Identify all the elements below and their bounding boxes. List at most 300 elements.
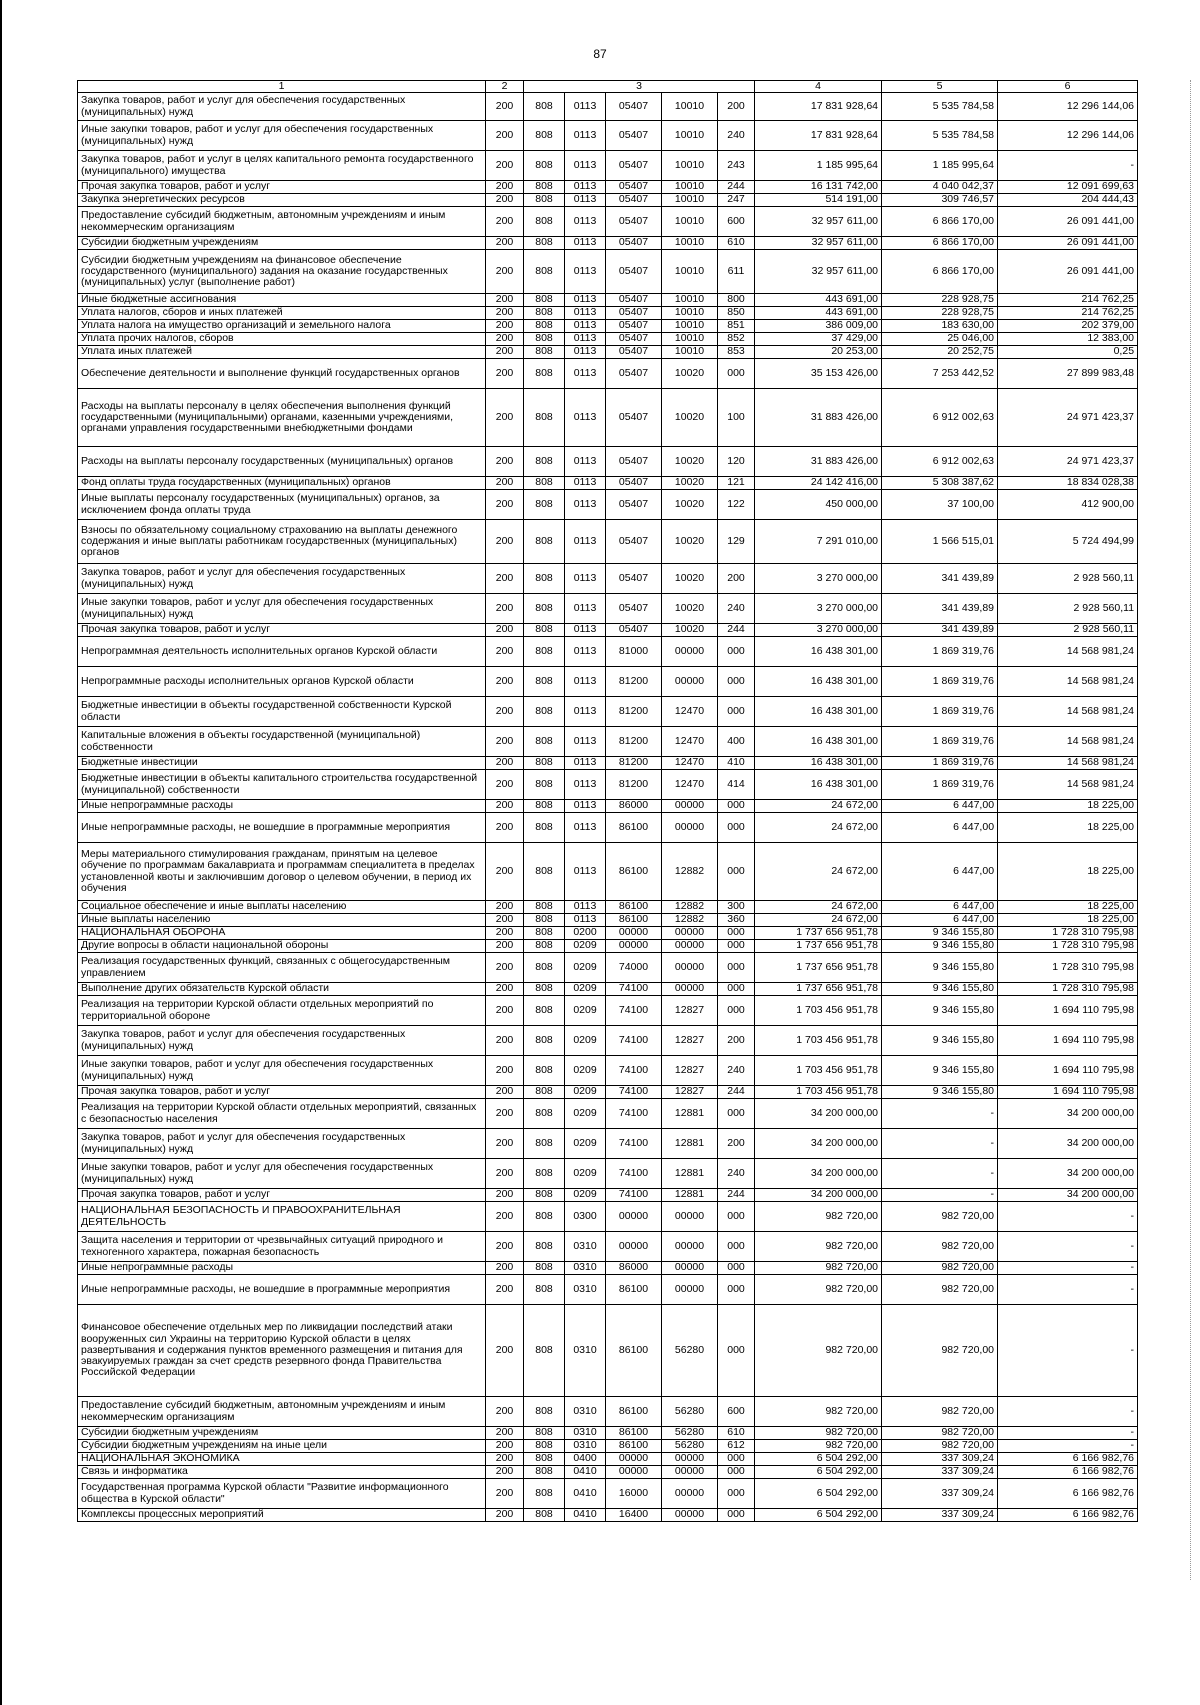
table-row <box>78 1026 1138 1056</box>
row-code-cell: 86100 <box>606 1305 662 1397</box>
row-code-cell: 74000 <box>606 953 662 983</box>
row-amount-cell: 9 346 155,80 <box>882 927 998 940</box>
row-code-cell: 200 <box>486 996 524 1026</box>
row-name-cell: Обеспечение деятельности и выполнение функций государственных органов <box>78 359 486 389</box>
row-name-cell: Уплата налога на имущество организаций и земельного налога <box>78 320 486 333</box>
row-amount-cell: 14 568 981,24 <box>998 667 1138 697</box>
row-name-cell: Субсидии бюджетным учреждениям на финансовое обеспечение государственного (муниципального) задания на оказание государственных (муниципальных) услуг (выполнение работ) <box>78 250 486 294</box>
row-code-cell: 12881 <box>662 1189 718 1202</box>
row-code-cell: 611 <box>718 250 755 294</box>
row-code-cell: 0209 <box>565 1159 606 1189</box>
row-code-cell: 200 <box>486 1440 524 1453</box>
row-amount-cell: 341 439,89 <box>882 624 998 637</box>
row-amount-cell: 982 720,00 <box>882 1262 998 1275</box>
table-row <box>78 359 1138 389</box>
table-row <box>78 333 1138 346</box>
row-code-cell: 56280 <box>662 1427 718 1440</box>
table-row <box>78 1202 1138 1232</box>
row-amount-cell: 337 309,24 <box>882 1509 998 1522</box>
row-name-cell: Расходы на выплаты персоналу государственных (муниципальных) органов <box>78 447 486 477</box>
row-code-cell: 81200 <box>606 697 662 727</box>
row-amount-cell: 34 200 000,00 <box>755 1099 882 1129</box>
table-row <box>78 757 1138 770</box>
row-code-cell: 808 <box>524 237 565 250</box>
row-code-cell: 74100 <box>606 1099 662 1129</box>
row-amount-cell: 34 200 000,00 <box>998 1189 1138 1202</box>
row-name-cell: Комплексы процессных мероприятий <box>78 1509 486 1522</box>
row-code-cell: 0113 <box>565 151 606 181</box>
row-code-cell: 05407 <box>606 477 662 490</box>
row-amount-cell: - <box>998 1397 1138 1427</box>
row-code-cell: 05407 <box>606 151 662 181</box>
row-code-cell: 808 <box>524 346 565 359</box>
row-amount-cell: - <box>882 1129 998 1159</box>
row-code-cell: 200 <box>486 1397 524 1427</box>
row-code-cell: 808 <box>524 294 565 307</box>
row-amount-cell: 6 866 170,00 <box>882 250 998 294</box>
row-amount-cell: 5 724 494,99 <box>998 520 1138 564</box>
row-amount-cell: 1 185 995,64 <box>755 151 882 181</box>
row-code-cell: 05407 <box>606 307 662 320</box>
row-code-cell: 05407 <box>606 359 662 389</box>
row-code-cell: 81000 <box>606 637 662 667</box>
row-amount-cell: 341 439,89 <box>882 594 998 624</box>
row-code-cell: 808 <box>524 121 565 151</box>
row-code-cell: 16000 <box>606 1479 662 1509</box>
row-code-cell: 56280 <box>662 1397 718 1427</box>
row-code-cell: 808 <box>524 727 565 757</box>
row-name-cell: Связь и информатика <box>78 1466 486 1479</box>
row-amount-cell: 1 737 656 951,78 <box>755 953 882 983</box>
row-code-cell: 00000 <box>606 1232 662 1262</box>
row-code-cell: 122 <box>718 490 755 520</box>
row-amount-cell: 9 346 155,80 <box>882 1086 998 1099</box>
row-code-cell: 240 <box>718 121 755 151</box>
row-code-cell: 808 <box>524 333 565 346</box>
row-code-cell: 808 <box>524 1427 565 1440</box>
row-code-cell: 00000 <box>662 637 718 667</box>
row-code-cell: 0113 <box>565 307 606 320</box>
row-code-cell: 00000 <box>606 1202 662 1232</box>
row-code-cell: 200 <box>486 359 524 389</box>
row-code-cell: 05407 <box>606 594 662 624</box>
row-amount-cell: 35 153 426,00 <box>755 359 882 389</box>
table-row <box>78 181 1138 194</box>
row-amount-cell: 6 447,00 <box>882 813 998 843</box>
row-code-cell: 10020 <box>662 447 718 477</box>
row-amount-cell: 341 439,89 <box>882 564 998 594</box>
row-name-cell: Фонд оплаты труда государственных (муниципальных) органов <box>78 477 486 490</box>
row-amount-cell: 24 971 423,37 <box>998 389 1138 447</box>
row-code-cell: 808 <box>524 1453 565 1466</box>
table-row <box>78 843 1138 901</box>
row-code-cell: 200 <box>486 121 524 151</box>
row-code-cell: 0113 <box>565 477 606 490</box>
row-name-cell: Взносы по обязательному социальному страхованию на выплаты денежного содержания и иные выплаты работникам государственных (муниципальных) органов <box>78 520 486 564</box>
header-col-4: 4 <box>755 81 882 93</box>
row-code-cell: 05407 <box>606 389 662 447</box>
table-row <box>78 250 1138 294</box>
row-amount-cell: - <box>998 1262 1138 1275</box>
row-code-cell: 0113 <box>565 813 606 843</box>
row-code-cell: 808 <box>524 953 565 983</box>
row-code-cell: 000 <box>718 1262 755 1275</box>
row-amount-cell: 1 728 310 795,98 <box>998 953 1138 983</box>
row-code-cell: 05407 <box>606 294 662 307</box>
row-amount-cell: 9 346 155,80 <box>882 953 998 983</box>
row-amount-cell: 37 429,00 <box>755 333 882 346</box>
row-code-cell: 244 <box>718 624 755 637</box>
row-code-cell: 240 <box>718 594 755 624</box>
row-code-cell: 200 <box>486 250 524 294</box>
row-code-cell: 200 <box>486 207 524 237</box>
row-code-cell: 12881 <box>662 1129 718 1159</box>
row-code-cell: 00000 <box>662 1509 718 1522</box>
row-code-cell: 0113 <box>565 250 606 294</box>
row-amount-cell: 6 447,00 <box>882 901 998 914</box>
row-code-cell: 86000 <box>606 1262 662 1275</box>
row-code-cell: 200 <box>486 953 524 983</box>
row-code-cell: 0310 <box>565 1232 606 1262</box>
row-code-cell: 12470 <box>662 770 718 800</box>
row-code-cell: 808 <box>524 307 565 320</box>
row-name-cell: Субсидии бюджетным учреждениям <box>78 237 486 250</box>
row-code-cell: 0113 <box>565 181 606 194</box>
row-code-cell: 808 <box>524 151 565 181</box>
row-name-cell: Иные непрограммные расходы, не вошедшие в программные мероприятия <box>78 813 486 843</box>
row-amount-cell: 16 438 301,00 <box>755 667 882 697</box>
table-row <box>78 927 1138 940</box>
row-code-cell: 0209 <box>565 1086 606 1099</box>
row-code-cell: 808 <box>524 697 565 727</box>
row-name-cell: Иные закупки товаров, работ и услуг для обеспечения государственных (муниципальных) нужд <box>78 1056 486 1086</box>
row-code-cell: 10020 <box>662 594 718 624</box>
row-code-cell: 000 <box>718 996 755 1026</box>
row-amount-cell: 982 720,00 <box>882 1397 998 1427</box>
row-code-cell: 400 <box>718 727 755 757</box>
row-code-cell: 0209 <box>565 1026 606 1056</box>
row-code-cell: 808 <box>524 564 565 594</box>
table-row <box>78 1086 1138 1099</box>
table-row <box>78 93 1138 121</box>
row-amount-cell: 982 720,00 <box>755 1440 882 1453</box>
table-row <box>78 194 1138 207</box>
row-code-cell: 808 <box>524 1305 565 1397</box>
row-amount-cell: 12 296 144,06 <box>998 93 1138 121</box>
row-code-cell: 0113 <box>565 770 606 800</box>
row-code-cell: 86100 <box>606 1427 662 1440</box>
row-code-cell: 74100 <box>606 1056 662 1086</box>
row-amount-cell: 1 869 319,76 <box>882 757 998 770</box>
row-amount-cell: 32 957 611,00 <box>755 207 882 237</box>
row-code-cell: 808 <box>524 1202 565 1232</box>
row-name-cell: Закупка товаров, работ и услуг для обеспечения государственных (муниципальных) нужд <box>78 1026 486 1056</box>
header-col-6: 6 <box>998 81 1138 93</box>
row-amount-cell: 34 200 000,00 <box>998 1159 1138 1189</box>
row-code-cell: 86100 <box>606 1397 662 1427</box>
row-code-cell: 000 <box>718 1305 755 1397</box>
row-amount-cell: 18 225,00 <box>998 813 1138 843</box>
row-amount-cell: 16 438 301,00 <box>755 770 882 800</box>
row-amount-cell: 14 568 981,24 <box>998 697 1138 727</box>
row-code-cell: 0209 <box>565 953 606 983</box>
row-code-cell: 0113 <box>565 194 606 207</box>
row-amount-cell: - <box>882 1099 998 1129</box>
row-code-cell: 200 <box>486 843 524 901</box>
row-code-cell: 05407 <box>606 207 662 237</box>
row-amount-cell: 9 346 155,80 <box>882 940 998 953</box>
header-row <box>78 81 1138 93</box>
row-code-cell: 200 <box>718 564 755 594</box>
table-row <box>78 520 1138 564</box>
row-code-cell: 200 <box>486 1159 524 1189</box>
row-code-cell: 243 <box>718 151 755 181</box>
row-code-cell: 00000 <box>662 953 718 983</box>
row-amount-cell: 1 703 456 951,78 <box>755 1086 882 1099</box>
row-name-cell: Закупка товаров, работ и услуг в целях капитального ремонта государственного (муниципального) имущества <box>78 151 486 181</box>
row-amount-cell: 1 694 110 795,98 <box>998 1086 1138 1099</box>
row-code-cell: 200 <box>486 1232 524 1262</box>
row-amount-cell: 2 928 560,11 <box>998 594 1138 624</box>
row-code-cell: 000 <box>718 697 755 727</box>
row-code-cell: 000 <box>718 359 755 389</box>
row-amount-cell: 5 535 784,58 <box>882 121 998 151</box>
row-code-cell: 0113 <box>565 520 606 564</box>
row-code-cell: 000 <box>718 940 755 953</box>
row-code-cell: 0209 <box>565 1189 606 1202</box>
row-amount-cell: 1 869 319,76 <box>882 637 998 667</box>
row-code-cell: 808 <box>524 447 565 477</box>
row-code-cell: 808 <box>524 1509 565 1522</box>
row-code-cell: 12882 <box>662 901 718 914</box>
page-number: 87 <box>593 47 607 61</box>
row-code-cell: 86100 <box>606 914 662 927</box>
row-code-cell: 05407 <box>606 93 662 121</box>
table-row <box>78 983 1138 996</box>
row-name-cell: Уплата прочих налогов, сборов <box>78 333 486 346</box>
row-code-cell: 808 <box>524 667 565 697</box>
row-amount-cell: 204 444,43 <box>998 194 1138 207</box>
row-code-cell: 808 <box>524 320 565 333</box>
row-amount-cell: - <box>998 151 1138 181</box>
row-code-cell: 200 <box>486 770 524 800</box>
row-amount-cell: 1 703 456 951,78 <box>755 996 882 1026</box>
row-amount-cell: 32 957 611,00 <box>755 250 882 294</box>
row-amount-cell: 17 831 928,64 <box>755 93 882 121</box>
row-amount-cell: 443 691,00 <box>755 294 882 307</box>
row-name-cell: Защита населения и территории от чрезвычайных ситуаций природного и техногенного характера, пожарная безопасность <box>78 1232 486 1262</box>
row-code-cell: 0310 <box>565 1440 606 1453</box>
row-code-cell: 808 <box>524 359 565 389</box>
table-row <box>78 1275 1138 1305</box>
row-amount-cell: 34 200 000,00 <box>755 1189 882 1202</box>
row-code-cell: 0113 <box>565 447 606 477</box>
row-amount-cell: 337 309,24 <box>882 1453 998 1466</box>
row-amount-cell: 12 091 699,63 <box>998 181 1138 194</box>
row-code-cell: 12827 <box>662 1026 718 1056</box>
row-amount-cell: 6 166 982,76 <box>998 1466 1138 1479</box>
row-code-cell: 000 <box>718 800 755 813</box>
row-amount-cell: 228 928,75 <box>882 307 998 320</box>
row-code-cell: 129 <box>718 520 755 564</box>
table-row <box>78 346 1138 359</box>
row-code-cell: 56280 <box>662 1305 718 1397</box>
row-amount-cell: 6 447,00 <box>882 914 998 927</box>
row-code-cell: 10020 <box>662 520 718 564</box>
row-code-cell: 000 <box>718 1509 755 1522</box>
row-name-cell: Предоставление субсидий бюджетным, автономным учреждениям и иным некоммерческим организациям <box>78 1397 486 1427</box>
row-amount-cell: 7 291 010,00 <box>755 520 882 564</box>
row-code-cell: 200 <box>486 1262 524 1275</box>
row-amount-cell: 337 309,24 <box>882 1479 998 1509</box>
table-row <box>78 1232 1138 1262</box>
row-name-cell: Бюджетные инвестиции в объекты государственной собственности Курской области <box>78 697 486 727</box>
row-code-cell: 240 <box>718 1056 755 1086</box>
row-amount-cell: 6 504 292,00 <box>755 1479 882 1509</box>
row-amount-cell: 6 504 292,00 <box>755 1509 882 1522</box>
row-code-cell: 12827 <box>662 1056 718 1086</box>
row-code-cell: 81200 <box>606 667 662 697</box>
row-code-cell: 200 <box>486 1427 524 1440</box>
row-code-cell: 000 <box>718 1479 755 1509</box>
row-amount-cell: 2 928 560,11 <box>998 624 1138 637</box>
table-row <box>78 307 1138 320</box>
row-code-cell: 808 <box>524 927 565 940</box>
table-row <box>78 637 1138 667</box>
row-amount-cell: 16 438 301,00 <box>755 727 882 757</box>
row-code-cell: 0410 <box>565 1466 606 1479</box>
row-name-cell: Иные закупки товаров, работ и услуг для обеспечения государственных (муниципальных) нужд <box>78 594 486 624</box>
row-name-cell: Выполнение других обязательств Курской области <box>78 983 486 996</box>
row-amount-cell: 25 046,00 <box>882 333 998 346</box>
table-row <box>78 594 1138 624</box>
row-code-cell: 808 <box>524 207 565 237</box>
row-code-cell: 0113 <box>565 757 606 770</box>
row-name-cell: Иные непрограммные расходы, не вошедшие в программные мероприятия <box>78 1275 486 1305</box>
row-amount-cell: 5 535 784,58 <box>882 93 998 121</box>
row-code-cell: 05407 <box>606 181 662 194</box>
row-code-cell: 808 <box>524 250 565 294</box>
row-amount-cell: 24 672,00 <box>755 843 882 901</box>
row-code-cell: 000 <box>718 953 755 983</box>
row-code-cell: 200 <box>718 1026 755 1056</box>
row-code-cell: 808 <box>524 637 565 667</box>
row-amount-cell: 24 142 416,00 <box>755 477 882 490</box>
table-row <box>78 564 1138 594</box>
row-name-cell: Реализация на территории Курской области отдельных мероприятий по территориальной обороне <box>78 996 486 1026</box>
row-code-cell: 10020 <box>662 624 718 637</box>
row-code-cell: 100 <box>718 389 755 447</box>
row-code-cell: 00000 <box>662 927 718 940</box>
row-code-cell: 200 <box>486 346 524 359</box>
row-code-cell: 200 <box>486 1189 524 1202</box>
row-code-cell: 000 <box>718 637 755 667</box>
row-amount-cell: 7 253 442,52 <box>882 359 998 389</box>
row-amount-cell: - <box>998 1305 1138 1397</box>
row-code-cell: 74100 <box>606 1026 662 1056</box>
table-row <box>78 1159 1138 1189</box>
table-row <box>78 389 1138 447</box>
row-code-cell: 16400 <box>606 1509 662 1522</box>
row-code-cell: 00000 <box>662 1453 718 1466</box>
row-code-cell: 000 <box>718 843 755 901</box>
row-code-cell: 00000 <box>606 1466 662 1479</box>
table-row <box>78 121 1138 151</box>
row-code-cell: 200 <box>486 940 524 953</box>
row-code-cell: 74100 <box>606 1129 662 1159</box>
row-code-cell: 244 <box>718 181 755 194</box>
table-row <box>78 1262 1138 1275</box>
row-code-cell: 0310 <box>565 1305 606 1397</box>
row-code-cell: 10010 <box>662 320 718 333</box>
row-code-cell: 200 <box>486 1086 524 1099</box>
row-code-cell: 200 <box>486 901 524 914</box>
row-code-cell: 200 <box>486 813 524 843</box>
row-amount-cell: 6 504 292,00 <box>755 1453 882 1466</box>
row-code-cell: 0410 <box>565 1509 606 1522</box>
row-amount-cell: 3 270 000,00 <box>755 624 882 637</box>
row-code-cell: 05407 <box>606 121 662 151</box>
row-name-cell: Бюджетные инвестиции <box>78 757 486 770</box>
row-code-cell: 81200 <box>606 770 662 800</box>
row-code-cell: 121 <box>718 477 755 490</box>
row-code-cell: 00000 <box>662 1275 718 1305</box>
row-code-cell: 000 <box>718 1453 755 1466</box>
row-code-cell: 808 <box>524 1479 565 1509</box>
row-amount-cell: 31 883 426,00 <box>755 447 882 477</box>
table-row <box>78 624 1138 637</box>
row-code-cell: 200 <box>486 800 524 813</box>
row-code-cell: 12827 <box>662 1086 718 1099</box>
row-code-cell: 200 <box>486 1129 524 1159</box>
table-row <box>78 727 1138 757</box>
row-code-cell: 0113 <box>565 333 606 346</box>
row-code-cell: 10020 <box>662 490 718 520</box>
row-code-cell: 612 <box>718 1440 755 1453</box>
row-amount-cell: 6 166 982,76 <box>998 1479 1138 1509</box>
row-code-cell: 10010 <box>662 93 718 121</box>
row-code-cell: 808 <box>524 1026 565 1056</box>
row-amount-cell: 18 834 028,38 <box>998 477 1138 490</box>
budget-table <box>77 80 1138 1522</box>
row-code-cell: 05407 <box>606 564 662 594</box>
row-amount-cell: 1 737 656 951,78 <box>755 940 882 953</box>
row-code-cell: 200 <box>486 1305 524 1397</box>
row-name-cell: Прочая закупка товаров, работ и услуг <box>78 1189 486 1202</box>
row-code-cell: 0113 <box>565 207 606 237</box>
row-code-cell: 0209 <box>565 940 606 953</box>
row-code-cell: 808 <box>524 477 565 490</box>
row-code-cell: 05407 <box>606 490 662 520</box>
row-code-cell: 300 <box>718 901 755 914</box>
row-code-cell: 200 <box>486 667 524 697</box>
row-code-cell: 200 <box>486 914 524 927</box>
row-code-cell: 000 <box>718 927 755 940</box>
row-code-cell: 808 <box>524 1440 565 1453</box>
row-amount-cell: 20 252,75 <box>882 346 998 359</box>
row-amount-cell: 228 928,75 <box>882 294 998 307</box>
row-amount-cell: 12 383,00 <box>998 333 1138 346</box>
row-code-cell: 610 <box>718 1427 755 1440</box>
row-code-cell: 05407 <box>606 624 662 637</box>
row-code-cell: 808 <box>524 1189 565 1202</box>
row-amount-cell: 26 091 441,00 <box>998 237 1138 250</box>
row-code-cell: 414 <box>718 770 755 800</box>
row-code-cell: 0113 <box>565 637 606 667</box>
table-row <box>78 1129 1138 1159</box>
row-name-cell: Закупка товаров, работ и услуг для обеспечения государственных (муниципальных) нужд <box>78 1129 486 1159</box>
table-row <box>78 1305 1138 1397</box>
